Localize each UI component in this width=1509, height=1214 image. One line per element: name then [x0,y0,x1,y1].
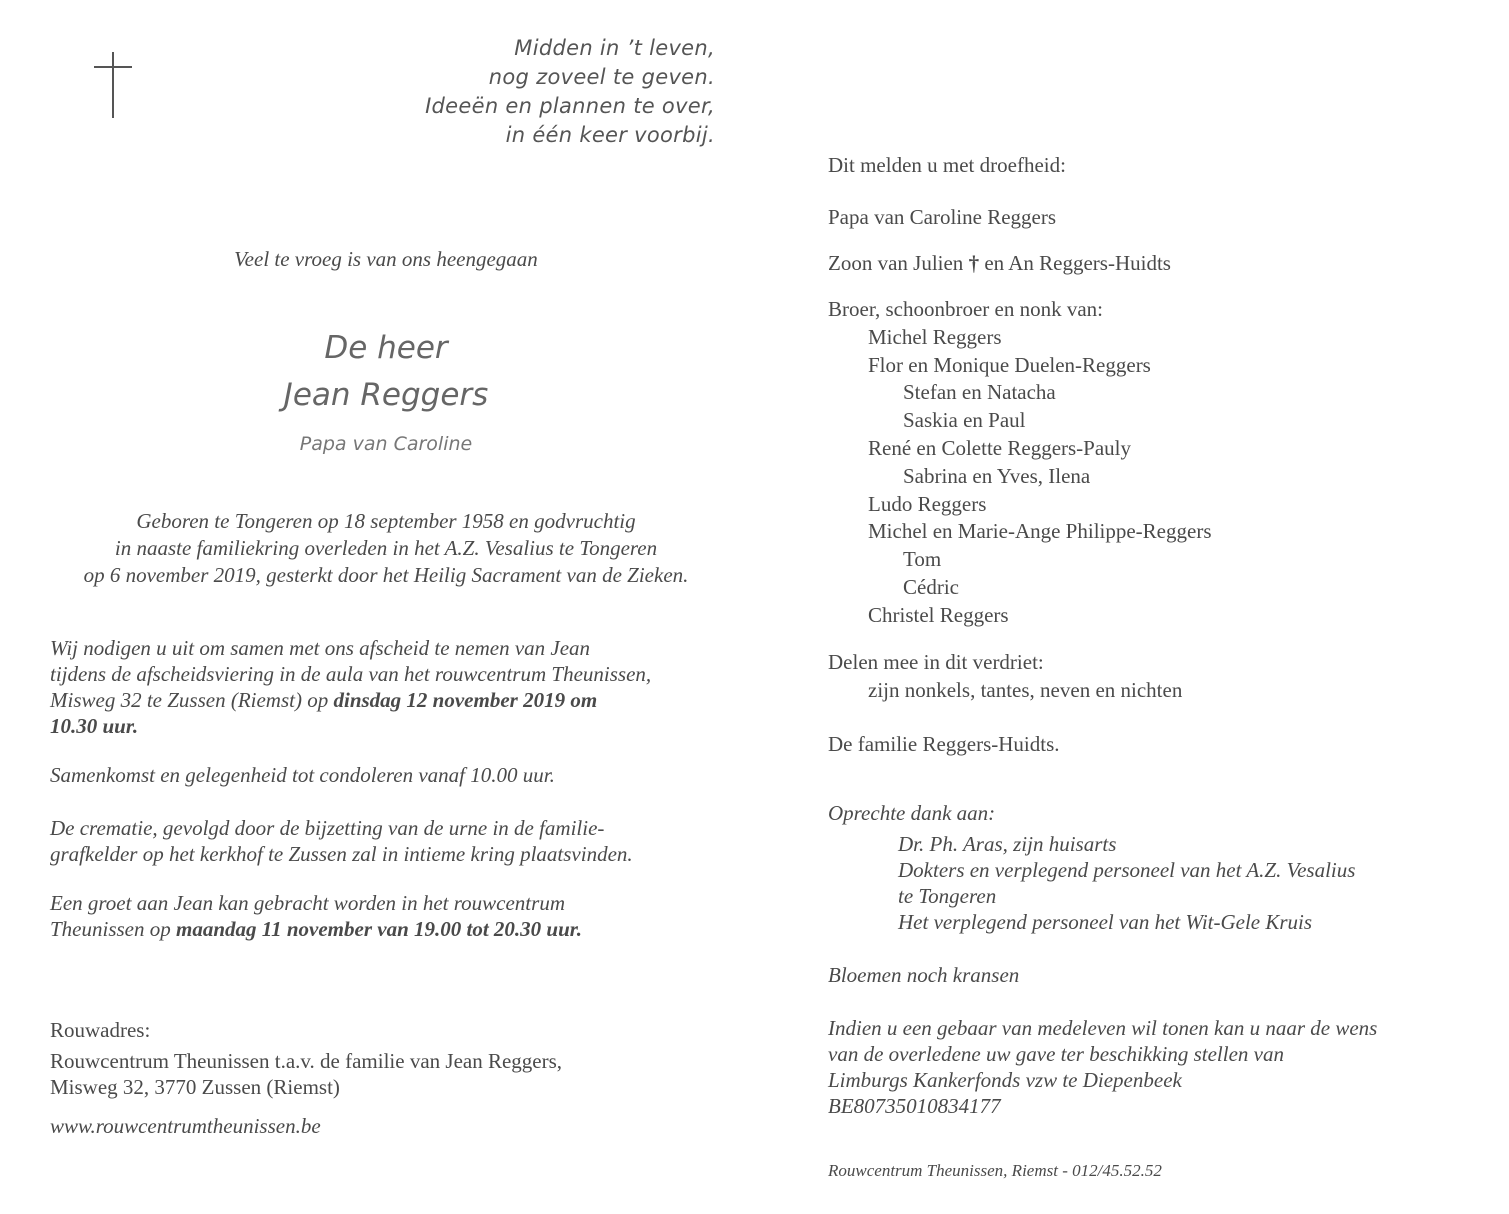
greeting-text: Theunissen op [50,917,176,941]
website-link[interactable]: www.rouwcentrumtheunissen.be [50,1114,321,1138]
zoon-text-a: Zoon van Julien [828,251,969,275]
thanks-block [828,831,1468,935]
birth-line: Geboren te Tongeren op 18 september 1958 en godvruchtig [136,509,636,533]
cross-icon [94,52,132,118]
greeting-line: Een groet aan Jean kan gebracht worden in het rouwcentrum [50,891,565,915]
invite-time: 10.30 uur. [50,714,139,738]
cremation-line: De crematie, gevolgd door de bijzetting van de urne in de familie- [50,816,605,840]
thanks-line: te Tongeren [898,884,997,908]
papa-text: Papa van Caroline Reggers [828,205,1057,229]
donation-line: Limburgs Kankerfonds vzw te Diepenbeek [828,1068,1182,1092]
broer-heading: Broer, schoonbroer en nonk van: [828,297,1103,321]
iban-line: BE80735010834177 [828,1094,1001,1118]
birth-line: op 6 november 2019, gesterkt door het Heilig Sacrament van de Zieken. [83,563,689,587]
donation-line: van de overledene uw gave ter beschikking stellen van [828,1042,1284,1066]
family-item: Stefan en Natacha [903,380,1056,405]
footer-text: Rouwcentrum Theunissen, Riemst - 012/45.52.52 [828,1161,1162,1180]
invite-line: tijdens de afscheidsviering in de aula van het rouwcentrum Theunissen, [50,662,652,686]
invite-line [50,687,730,713]
invite-line: Wij nodigen u uit om samen met ons afscheid te nemen van Jean [50,636,591,660]
thanks-heading: Oprechte dank aan: [828,801,996,825]
thanks-line: Dr. Ph. Aras, zijn huisarts [898,832,1117,856]
family-item: Michel en Marie-Ange Philippe-Reggers [868,519,1212,544]
poem-line: in één keer voorbij. [505,123,715,147]
zoon-text-b: en An Reggers-Huidts [979,251,1171,275]
share-sub: zijn nonkels, tantes, neven en nichten [868,678,1183,702]
birth-block [48,508,724,589]
greeting-line [50,916,730,942]
greeting-block [50,890,730,942]
cross-glyph-icon: † [968,251,980,275]
flowers-text: Bloemen noch kransen [828,963,1020,987]
invite-block [50,635,730,739]
zoon-text [828,250,1468,276]
address-label: Rouwadres: [50,1018,151,1042]
poem-line: nog zoveel te geven. [488,65,715,89]
poem-line: Midden in ’t leven, [514,36,715,60]
family-item: Saskia en Paul [903,408,1026,433]
address-block [50,1048,730,1100]
invite-date: dinsdag 12 november 2019 om [333,688,598,712]
share-block [828,648,1468,704]
address-line: Misweg 32, 3770 Zussen (Riemst) [50,1075,340,1099]
family-name: De familie Reggers-Huidts. [828,732,1060,756]
poem [425,34,715,150]
thanks-line: Het verplegend personeel van het Wit-Gele Kruis [898,910,1313,934]
family-item: Cédric [903,574,959,599]
birth-line: in naaste familiekring overleden in het A.Z. Vesalius te Tongeren [114,536,658,560]
family-item: Christel Reggers [868,602,1009,627]
intro-text: Veel te vroeg is van ons heengegaan [234,247,538,271]
thanks-line: Dokters en verplegend personeel van het A.Z. Vesalius [898,858,1356,882]
family-item: Ludo Reggers [868,491,987,516]
cremation-block [50,815,730,867]
family-item: Tom [903,547,942,572]
poem-line: Ideeën en plannen te over, [425,94,715,118]
donation-line: Indien u een gebaar van medeleven wil tonen kan u naar de wens [828,1016,1378,1040]
family-item: Flor en Monique Duelen-Reggers [868,352,1151,377]
family-item: Sabrina en Yves, Ilena [903,463,1091,488]
family-item: René en Colette Reggers-Pauly [868,435,1132,460]
announce-text: Dit melden u met droefheid: [828,153,1066,177]
name-sub: Papa van Caroline [299,433,473,455]
donation-block [828,1015,1468,1119]
share-heading: Delen mee in dit verdriet: [828,650,1044,674]
cremation-line: grafkelder op het kerkhof te Zussen zal in intieme kring plaatsvinden. [50,842,633,866]
gathering-text: Samenkomst en gelegenheid tot condoleren vanaf 10.00 uur. [50,763,555,787]
family-item: Michel Reggers [868,324,1002,349]
invite-text: Misweg 32 te Zussen (Riemst) op [50,688,334,712]
greeting-date: maandag 11 november van 19.00 tot 20.30 uur. [176,917,583,941]
name-title: De heer [324,330,448,366]
family-block [828,296,1468,630]
address-line: Rouwcentrum Theunissen t.a.v. de familie van Jean Reggers, [50,1049,563,1073]
name-full: Jean Reggers [283,377,489,413]
